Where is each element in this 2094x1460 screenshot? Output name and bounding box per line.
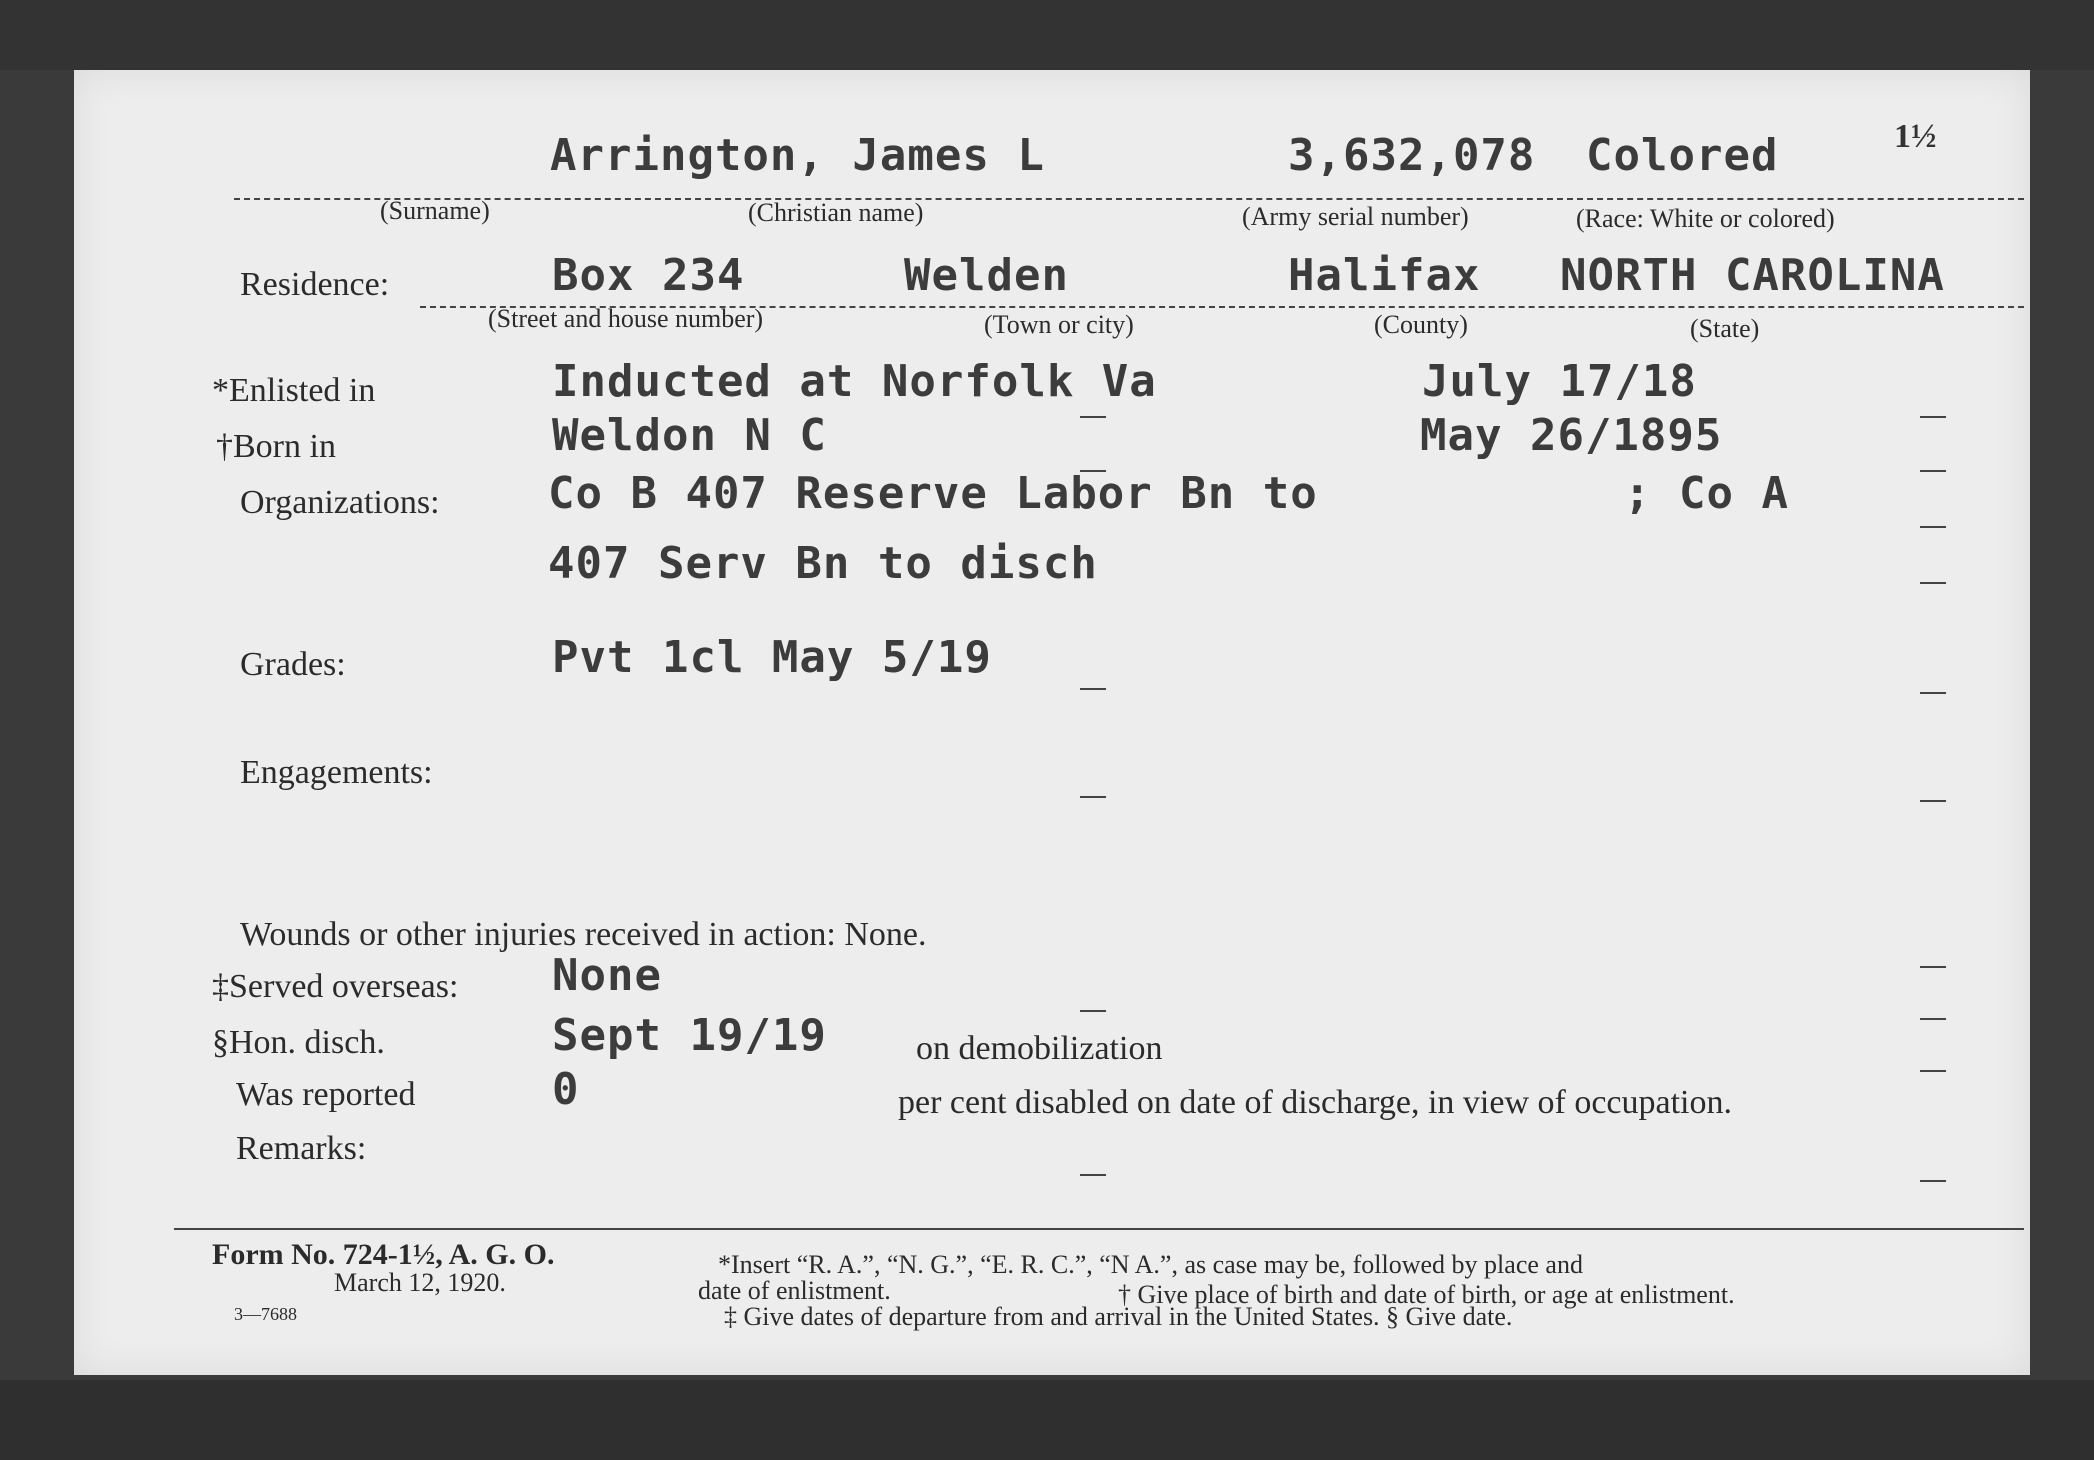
serial-caption: (Army serial number) [1242,202,1469,231]
hon-disch-tick-right [1920,1070,1946,1072]
enlisted-date: July 17/18 [1422,356,1697,407]
race-caption: (Race: White or colored) [1576,204,1835,233]
residence-label: Residence: [240,266,390,303]
grades-tick-mid [1080,688,1106,690]
overseas-tick-right [1920,1018,1946,1020]
surname-caption: (Surname) [380,196,490,225]
was-reported-label: Was reported [236,1076,416,1113]
engagements-label: Engagements: [240,754,433,791]
service-record-card [74,70,2030,1375]
grades-tick-right [1920,692,1946,694]
engagements-tick-right [1920,800,1946,802]
print-code: 3—7688 [234,1304,297,1324]
grades-value: Pvt 1cl May 5/19 [552,632,992,683]
footnote-line3: ‡ Give dates of departure from and arrival in the United States. § Give date. [724,1302,1513,1331]
hon-disch-suffix: on demobilization [916,1030,1163,1067]
form-date: March 12, 1920. [334,1268,506,1297]
born-label: †Born in [216,428,336,465]
soldier-name: Arrington, James L [550,130,1045,181]
scan-background-top [0,0,2094,70]
born-date: May 26/1895 [1420,410,1723,461]
residence-street: Box 234 [552,250,745,301]
remarks-tick-right [1920,1180,1946,1182]
organizations-line1: Co B 407 Reserve Labor Bn to [548,468,1318,519]
christian-name-caption: (Christian name) [748,198,924,227]
residence-county: Halifax [1288,250,1481,301]
header-rule [234,198,2024,200]
town-caption: (Town or city) [984,310,1134,339]
state-caption: (State) [1690,314,1760,343]
enlisted-tick-mid [1080,416,1106,418]
corner-mark: 1½ [1894,118,1937,155]
was-reported-suffix: per cent disabled on date of discharge, in view of occupation. [898,1084,1732,1121]
enlisted-value: Inducted at Norfolk Va [552,356,1157,407]
street-caption: (Street and house number) [488,304,764,333]
served-overseas-value: None [552,950,662,1001]
wounds-tick-right [1920,966,1946,968]
served-overseas-label: ‡Served overseas: [212,968,459,1005]
remarks-tick-mid [1080,1174,1106,1176]
residence-state: NORTH CAROLINA [1560,250,1945,301]
engagements-tick-mid [1080,796,1106,798]
hon-disch-value: Sept 19/19 [552,1010,827,1061]
army-serial-number: 3,632,078 [1288,130,1536,181]
organizations-tick-right-1 [1920,526,1946,528]
enlisted-label: *Enlisted in [212,372,376,409]
race-value: Colored [1586,130,1779,181]
organizations-line1-end: ; Co A [1624,468,1789,519]
born-tick-right [1920,470,1946,472]
born-value: Weldon N C [552,410,827,461]
footnote-line2a: date of enlistment. [698,1276,891,1305]
organizations-line2: 407 Serv Bn to disch [548,538,1098,589]
organizations-label: Organizations: [240,484,440,521]
footnote-line1: *Insert “R. A.”, “N. G.”, “E. R. C.”, “N A.”, as case may be, followed by place and [718,1250,1583,1279]
overseas-tick-mid [1080,1010,1106,1012]
form-number: Form No. 724-1½, A. G. O. [212,1238,555,1271]
organizations-tick-right-2 [1920,582,1946,584]
county-caption: (County) [1374,310,1468,339]
grades-label: Grades: [240,646,346,683]
scan-background-bottom [0,1380,2094,1460]
wounds-text: Wounds or other injuries received in action: None. [240,916,927,953]
enlisted-tick-right [1920,416,1946,418]
hon-disch-label: §Hon. disch. [212,1024,385,1061]
remarks-label: Remarks: [236,1130,367,1167]
footnote-line2b: † Give place of birth and date of birth, or age at enlistment. [1118,1280,1735,1309]
footer-rule [174,1228,2024,1230]
residence-town: Welden [904,250,1069,301]
was-reported-value: 0 [552,1064,580,1115]
